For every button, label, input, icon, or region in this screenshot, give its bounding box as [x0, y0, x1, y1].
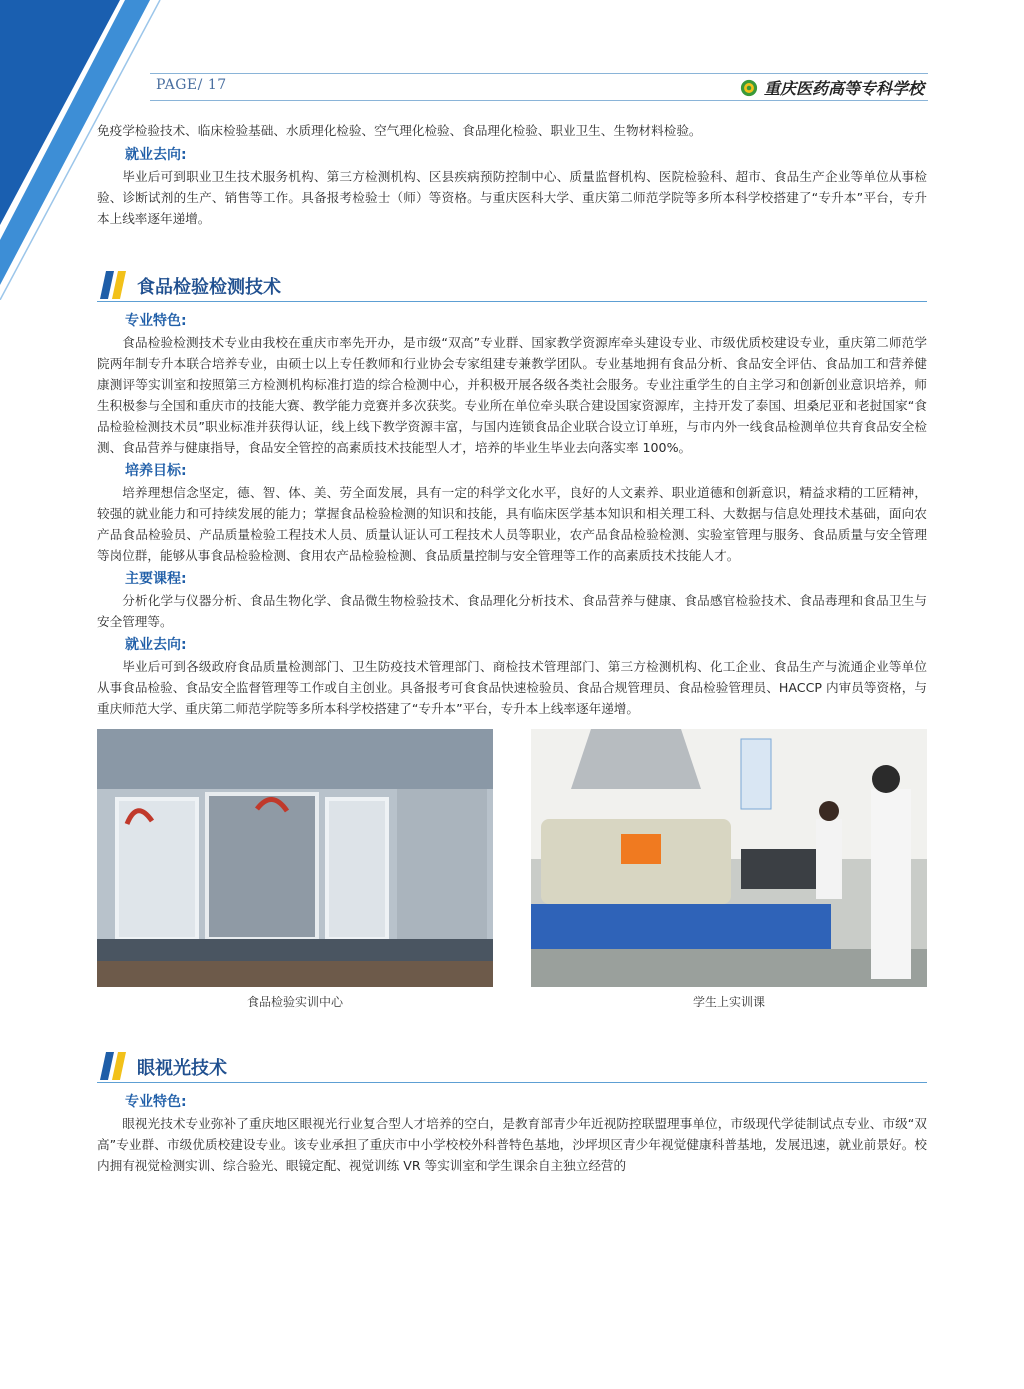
section-optometry-title	[97, 1048, 927, 1083]
optometry-feature-heading: 专业特色:	[125, 1094, 187, 1110]
intro-continuation: 免疫学检验技术、临床检验基础、水质理化检验、空气理化检验、食品理化检验、职业卫生、生物材料检验。	[97, 123, 702, 138]
photo2-caption: 学生上实训课	[692, 995, 765, 1009]
food-employment-heading: 就业去向:	[125, 637, 187, 653]
optometry-title: 眼视光技术	[137, 1058, 227, 1079]
intro-employment-text: 毕业后可到职业卫生技术服务机构、第三方检测机构、区县疾病预防控制中心、质量监督机构、医院检验科、超市、食品生产企业等单位从事检验、诊断试剂的生产、销售等工作。具备报考检验士（师）等资格。与重庆医科大学、重庆第二师范学院等多所本科学校搭建了“专升本”平台，专升本上线率逐年递增。	[97, 169, 927, 226]
section-bar-icon	[100, 269, 130, 301]
food-title: 食品检验检测技术	[137, 277, 281, 298]
training-center-image	[97, 729, 493, 987]
food-course-heading: 主要课程:	[125, 571, 187, 587]
school-logo-icon	[740, 79, 758, 97]
photo-row	[97, 729, 927, 1010]
food-goal-text: 培养理想信念坚定，德、智、体、美、劳全面发展，具有一定的科学文化水平，良好的人文素养、职业道德和创新意识，精益求精的工匠精神，较强的就业能力和可持续发展的能力；掌握食品检验检测的知识和技能，具有临床医学基本知识和相关理工科、大数据与信息处理技术基础，面向农产品食品检验员、产品质量检验工程技术人员、质量认证认可工程技术人员等职业，农产品食品检验检测、实验室管理与服务、食品质量与安全管理等岗位群，能够从事食品检验检测、食用农产品检验检测、食品质量控制与安全管理等工作的高素质技术技能人才。	[97, 485, 927, 563]
food-goal-heading: 培养目标:	[125, 463, 187, 479]
optometry-feature-text: 眼视光技术专业弥补了重庆地区眼视光行业复合型人才培养的空白，是教育部青少年近视防控联盟理事单位，市级现代学徒制试点专业、市级“双高”专业群、市级优质校建设专业。该专业承担了重庆市中小学校校外科普特色基地，沙坪坝区青少年视觉健康科普基地，发展迅速，就业前景好。校内拥有视觉检测实训、综合验光、眼镜定配、视觉训练 VR 等实训室和学生课余自主独立经营的	[97, 1116, 927, 1173]
food-feature-text: 食品检验检测技术专业由我校在重庆市率先开办，是市级“双高”专业群、国家教学资源库牵头建设专业、市级优质校建设专业，重庆第二师范学院两年制专升本联合培养专业，由硕士以上专任教师和行业协会专家组建专兼教学团队。专业基地拥有食品分析、食品安全评估、食品加工和营养健康测评等实训室和按照第三方检测机构标准打造的综合检测中心，并积极开展各级各类社会服务。专业注重学生的自主学习和创新创业意识培养，师生积极参与全国和重庆市的技能大赛、教学能力竞赛并多次获奖。专业所在单位牵头联合建设国家资源库，主持开发了泰国、坦桑尼亚和老挝国家“食品检验检测技术员”职业标准并获得认证，线上线下教学资源丰富，与国内连锁食品企业联合设立订单班，与市内外一线食品检测单位共育食品安全检测、食品营养与健康指导，食品安全管控的高素质技术技能型人才，培养的毕业生毕业去向落实率 100%。	[97, 335, 927, 455]
main-content	[97, 120, 927, 1176]
students-lab-image	[531, 729, 927, 987]
school-brand	[740, 76, 924, 99]
photo1-caption: 食品检验实训中心	[246, 995, 343, 1009]
food-course-text: 分析化学与仪器分析、食品生物化学、食品微生物检验技术、食品理化分析技术、食品营养与健康、食品感官检验技术、食品毒理和食品卫生与安全管理等。	[97, 593, 927, 629]
food-feature-heading: 专业特色:	[125, 313, 187, 329]
food-employment-text: 毕业后可到各级政府食品质量检测部门、卫生防疫技术管理部门、商检技术管理部门、第三方检测机构、化工企业、食品生产与流通企业等单位从事食品检验、食品安全监督管理等工作或自主创业。具备报考可食食品快速检验员、食品合规管理员、食品检验管理员、HACCP 内审员等资格，与重庆师范大学、重庆第二师范学院等多所本科学校搭建了“专升本”平台，专升本上线率逐年递增。	[97, 659, 927, 716]
photo-students-lab	[531, 729, 927, 1010]
page-header	[150, 73, 928, 101]
intro-employment-heading: 就业去向:	[125, 147, 187, 163]
photo-training-center	[97, 729, 493, 1010]
school-name: 重庆医药高等专科学校	[763, 79, 924, 98]
section-food-title	[97, 267, 927, 302]
section-bar-icon	[100, 1050, 130, 1082]
page-number: PAGE/ 17	[156, 77, 227, 93]
